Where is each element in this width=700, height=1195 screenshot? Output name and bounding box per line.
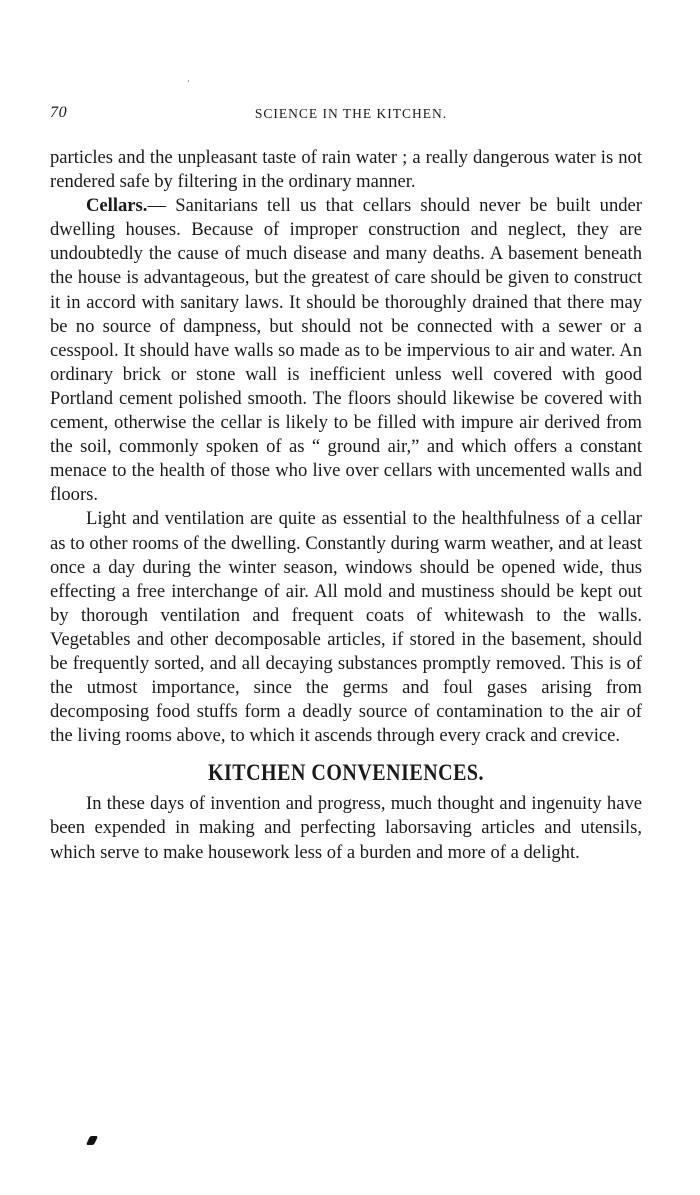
- scan-speck: [188, 80, 189, 82]
- paragraph-lead-in-cellars: Cellars.: [86, 195, 148, 217]
- running-title: SCIENCE IN THE KITCHEN.: [254, 106, 448, 121]
- paragraph-text: In these days of invention and progress, much thought and ingenuity have been expended in making and perfecting laborsaving articles and utensils, which serve to make housework less of a burden and more of a delight.: [50, 793, 642, 863]
- paragraph-text: Light and ventilation are quite as essential to the healthfulness of a cellar as to other rooms of the dwelling. Constantly during warm weather, and at least once a day during the winter season, windows should be opened wide, thus effecting a free interchange of air. All mold and mustiness should be kept out by thorough ventilation and frequent coats of whitewash to the walls. Vegetables and other decomposable articles, if stored in the basement, should be frequently sorted, and all decaying substances promptly removed. This is of the utmost importance, since the germs and foul gases arising from decomposing food stuffs form a deadly source of contamination to the air of the living rooms above, to which it ascends through every crack and crevice.: [50, 508, 642, 747]
- body-text: [50, 146, 642, 865]
- page-number: 70: [50, 104, 68, 121]
- paragraph-cellars: [50, 194, 642, 507]
- running-header: [50, 104, 642, 126]
- paragraph-light-ventilation: [50, 507, 642, 748]
- paragraph-text: — Sanitarians tell us that cellars should never be built under dwelling houses. Because of improper construction and neglect, they are undoubtedly the cause of much disease and many deaths. A basement beneath the house is advantageous, but the greatest of care should be given to construct it in accord with sanitary laws. It should be thoroughly drained that there may be no source of dampness, but should not be connected with a sewer or a cesspool. It should have walls so made as to be impervious to air and water. An ordinary brick or stone wall is inefficient unless well covered with good Portland cement polished smooth. The floors should likewise be covered with cement, otherwise the cellar is likely to be filled with impure air derived from the soil, commonly spoken of as “ ground air,” and which offers a constant menace to the health of those who live over cellars with uncemented walls and floors.: [50, 195, 642, 506]
- paragraph-kitchen-conveniences-intro: [50, 792, 642, 864]
- section-heading-kitchen-conveniences: KITCHEN CONVENIENCES.: [207, 760, 485, 786]
- ink-mark: [86, 1136, 98, 1145]
- paragraph-rain-water-continuation: [50, 146, 642, 194]
- paragraph-text: particles and the unpleasant taste of rain water ; a really dangerous water is not rendered safe by filtering in the ordinary manner.: [50, 147, 642, 193]
